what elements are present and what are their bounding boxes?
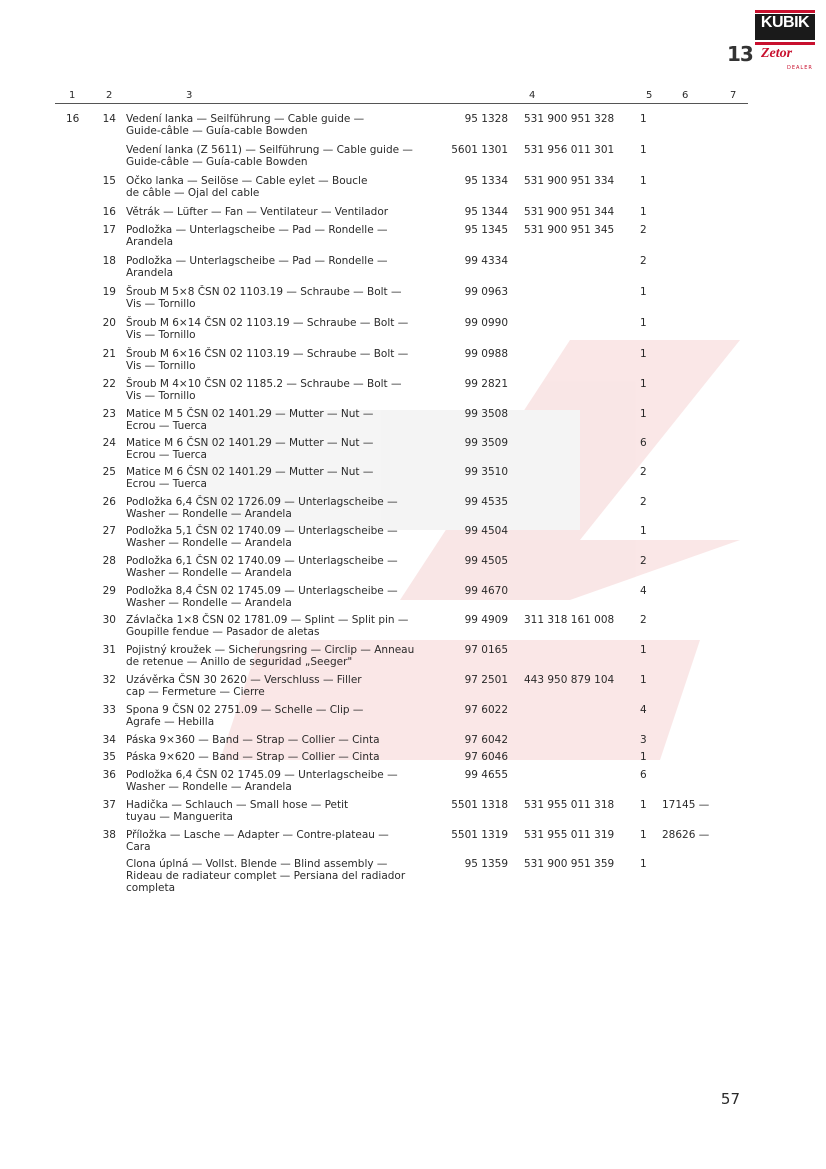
part-description xyxy=(126,206,446,218)
description-line: Rideau de radiateur complet — Persiana del radiador xyxy=(126,870,406,882)
table-row xyxy=(0,378,826,404)
part-description xyxy=(126,858,446,894)
column-header-1: 1 xyxy=(69,90,76,101)
part-number: 99 4535 xyxy=(464,496,508,508)
quantity: 1 xyxy=(640,829,647,841)
description-line: Goupille fendue — Pasador de aletas xyxy=(126,626,320,638)
part-number: 99 3508 xyxy=(464,408,508,420)
description-line: Očko lanka — Seilöse — Cable eylet — Boucle xyxy=(126,175,368,187)
part-number: 95 1334 xyxy=(464,175,508,187)
part-number: 99 4504 xyxy=(464,525,508,537)
description-line: Vedení lanka (Z 5611) — Seilführung — Cable guide — xyxy=(126,144,413,156)
position-number: 15 xyxy=(102,175,116,187)
logo-dealer: DEALER xyxy=(787,65,813,71)
position-number: 38 xyxy=(102,829,116,841)
quantity: 2 xyxy=(640,466,647,478)
quantity: 2 xyxy=(640,614,647,626)
logo-zetor: Zetor xyxy=(761,46,793,61)
part-description xyxy=(126,317,446,341)
kubik-zetor-logo xyxy=(755,14,815,70)
description-line: Podložka 6,4 ČSN 02 1726.09 — Unterlagscheibe — xyxy=(126,496,398,508)
part-description xyxy=(126,286,446,310)
quantity: 4 xyxy=(640,704,647,716)
group-number: 16 xyxy=(66,113,80,125)
position-number: 21 xyxy=(102,348,116,360)
description-line: Závlačka 1×8 ČSN 02 1781.09 — Splint — Split pin — xyxy=(126,614,409,626)
column-header-3: 3 xyxy=(186,90,193,101)
position-number: 30 xyxy=(102,614,116,626)
part-number: 95 1345 xyxy=(464,224,508,236)
catalog-number: 531 900 951 344 xyxy=(524,206,615,218)
quantity: 3 xyxy=(640,734,647,746)
table-row xyxy=(0,224,826,250)
quantity: 6 xyxy=(640,437,647,449)
column-header-2: 2 xyxy=(106,90,113,101)
part-description xyxy=(126,348,446,372)
table-row xyxy=(0,175,826,201)
part-number: 99 3510 xyxy=(464,466,508,478)
part-description xyxy=(126,734,446,746)
description-line: Washer — Rondelle — Arandela xyxy=(126,508,292,520)
description-line: Páska 9×620 — Band — Strap — Collier — Cinta xyxy=(126,751,380,763)
table-row xyxy=(0,144,826,170)
description-line: Vis — Tornillo xyxy=(126,390,196,402)
position-number: 26 xyxy=(102,496,116,508)
part-description xyxy=(126,437,446,461)
part-description xyxy=(126,496,446,520)
catalog-number: 531 900 951 328 xyxy=(524,113,615,125)
position-number: 33 xyxy=(102,704,116,716)
quantity: 1 xyxy=(640,144,647,156)
table-row xyxy=(0,585,826,611)
logo-box xyxy=(755,14,815,40)
description-line: de retenue — Anillo de seguridad „Seeger" xyxy=(126,656,353,668)
position-number: 32 xyxy=(102,674,116,686)
position-number: 14 xyxy=(102,113,116,125)
logo-top-bar xyxy=(755,10,815,13)
part-description xyxy=(126,525,446,549)
description-line: Větrák — Lüfter — Fan — Ventilateur — Ventilador xyxy=(126,206,389,218)
quantity: 1 xyxy=(640,113,647,125)
description-line: completa xyxy=(126,882,176,894)
position-number: 16 xyxy=(102,206,116,218)
part-number: 97 6022 xyxy=(464,704,508,716)
position-number: 28 xyxy=(102,555,116,567)
description-line: Šroub M 4×10 ČSN 02 1185.2 — Schraube — Bolt — xyxy=(126,378,402,390)
description-line: Washer — Rondelle — Arandela xyxy=(126,537,292,549)
part-number: 99 3509 xyxy=(464,437,508,449)
quantity: 1 xyxy=(640,348,647,360)
part-description xyxy=(126,674,446,698)
description-line: Clona úplná — Vollst. Blende — Blind assembly — xyxy=(126,858,388,870)
description-line: Vis — Tornillo xyxy=(126,360,196,372)
description-line: Cara xyxy=(126,841,151,853)
position-number: 19 xyxy=(102,286,116,298)
part-description xyxy=(126,769,446,793)
position-number: 34 xyxy=(102,734,116,746)
quantity: 1 xyxy=(640,286,647,298)
description-line: Pojistný kroužek — Sicherungsring — Circlip — Anneau xyxy=(126,644,415,656)
position-number: 31 xyxy=(102,644,116,656)
catalog-number: 531 955 011 319 xyxy=(524,829,615,841)
description-line: Uzávěrka ČSN 30 2620 — Verschluss — Filler xyxy=(126,674,362,686)
description-line: Vis — Tornillo xyxy=(126,329,196,341)
part-description xyxy=(126,113,446,137)
quantity: 1 xyxy=(640,175,647,187)
position-number: 25 xyxy=(102,466,116,478)
quantity: 1 xyxy=(640,317,647,329)
table-row xyxy=(0,555,826,581)
position-number: 23 xyxy=(102,408,116,420)
part-number: 97 0165 xyxy=(464,644,508,656)
position-number: 27 xyxy=(102,525,116,537)
table-row xyxy=(0,644,826,670)
part-description xyxy=(126,255,446,279)
part-number: 97 6042 xyxy=(464,734,508,746)
column-header-6: 6 xyxy=(682,90,689,101)
position-number: 22 xyxy=(102,378,116,390)
part-number: 99 2821 xyxy=(464,378,508,390)
part-number: 5601 1301 xyxy=(451,144,508,156)
description-line: Šroub M 6×16 ČSN 02 1103.19 — Schraube — Bolt — xyxy=(126,348,409,360)
table-row xyxy=(0,704,826,730)
description-line: Spona 9 ČSN 02 2751.09 — Schelle — Clip — xyxy=(126,704,364,716)
part-description xyxy=(126,614,446,638)
part-number: 95 1328 xyxy=(464,113,508,125)
description-line: Vedení lanka — Seilführung — Cable guide — xyxy=(126,113,365,125)
part-description xyxy=(126,144,446,168)
quantity: 2 xyxy=(640,496,647,508)
position-number: 17 xyxy=(102,224,116,236)
table-row xyxy=(0,525,826,551)
part-number: 99 4670 xyxy=(464,585,508,597)
position-number: 24 xyxy=(102,437,116,449)
description-line: Šroub M 5×8 ČSN 02 1103.19 — Schraube — Bolt — xyxy=(126,286,402,298)
description-line: Ecrou — Tuerca xyxy=(126,478,207,490)
page-number: 57 xyxy=(720,1090,740,1108)
page-badge: 13 xyxy=(727,42,753,66)
description-line: Příložka — Lasche — Adapter — Contre-plateau — xyxy=(126,829,389,841)
part-number: 5501 1319 xyxy=(451,829,508,841)
description-line: Vis — Tornillo xyxy=(126,298,196,310)
part-description xyxy=(126,408,446,432)
table-row xyxy=(0,496,826,522)
part-number: 99 0963 xyxy=(464,286,508,298)
part-number: 99 4655 xyxy=(464,769,508,781)
serial-from: 17145 — xyxy=(662,799,710,811)
position-number: 18 xyxy=(102,255,116,267)
description-line: Páska 9×360 — Band — Strap — Collier — Cinta xyxy=(126,734,380,746)
part-description xyxy=(126,704,446,728)
quantity: 4 xyxy=(640,585,647,597)
part-number: 5501 1318 xyxy=(451,799,508,811)
part-number: 99 4334 xyxy=(464,255,508,267)
part-description xyxy=(126,644,446,668)
description-line: Guide-câble — Guía-cable Bowden xyxy=(126,125,308,137)
table-row xyxy=(0,113,826,139)
quantity: 1 xyxy=(640,674,647,686)
table-row xyxy=(0,858,826,894)
table-row xyxy=(0,286,826,312)
description-line: Ecrou — Tuerca xyxy=(126,420,207,432)
quantity: 2 xyxy=(640,555,647,567)
catalog-number: 531 900 951 345 xyxy=(524,224,615,236)
part-description xyxy=(126,378,446,402)
description-line: Šroub M 6×14 ČSN 02 1103.19 — Schraube — Bolt — xyxy=(126,317,409,329)
column-header-5: 5 xyxy=(646,90,653,101)
quantity: 2 xyxy=(640,255,647,267)
part-description xyxy=(126,466,446,490)
logo-bottom-bar xyxy=(755,42,815,45)
position-number: 37 xyxy=(102,799,116,811)
description-line: Matice M 6 ČSN 02 1401.29 — Mutter — Nut — xyxy=(126,437,374,449)
quantity: 1 xyxy=(640,206,647,218)
part-description xyxy=(126,175,446,199)
table-row xyxy=(0,317,826,343)
catalog-number: 531 900 951 334 xyxy=(524,175,615,187)
description-line: Ecrou — Tuerca xyxy=(126,449,207,461)
description-line: Agrafe — Hebilla xyxy=(126,716,215,728)
table-row xyxy=(0,437,826,463)
quantity: 1 xyxy=(640,644,647,656)
catalog-number: 531 956 011 301 xyxy=(524,144,615,156)
description-line: de câble — Ojal del cable xyxy=(126,187,260,199)
logo-brand: KUBIK xyxy=(760,14,810,31)
part-number: 99 4505 xyxy=(464,555,508,567)
description-line: Podložka 8,4 ČSN 02 1745.09 — Unterlagscheibe — xyxy=(126,585,398,597)
quantity: 1 xyxy=(640,525,647,537)
description-line: Arandela xyxy=(126,236,174,248)
description-line: Hadička — Schlauch — Small hose — Petit xyxy=(126,799,349,811)
description-line: cap — Fermeture — Cierre xyxy=(126,686,265,698)
quantity: 1 xyxy=(640,858,647,870)
part-number: 95 1359 xyxy=(464,858,508,870)
table-row xyxy=(0,614,826,640)
table-row xyxy=(0,255,826,281)
description-line: Matice M 5 ČSN 02 1401.29 — Mutter — Nut — xyxy=(126,408,374,420)
quantity: 6 xyxy=(640,769,647,781)
quantity: 2 xyxy=(640,224,647,236)
description-line: Podložka 6,4 ČSN 02 1745.09 — Unterlagscheibe — xyxy=(126,769,398,781)
description-line: Podložka 6,1 ČSN 02 1740.09 — Unterlagscheibe — xyxy=(126,555,398,567)
table-row xyxy=(0,829,826,855)
quantity: 1 xyxy=(640,751,647,763)
header-rule xyxy=(55,103,748,104)
description-line: Matice M 6 ČSN 02 1401.29 — Mutter — Nut — xyxy=(126,466,374,478)
position-number: 20 xyxy=(102,317,116,329)
part-description xyxy=(126,751,446,763)
part-description xyxy=(126,585,446,609)
part-number: 99 0990 xyxy=(464,317,508,329)
serial-from: 28626 — xyxy=(662,829,710,841)
part-number: 97 2501 xyxy=(464,674,508,686)
table-row xyxy=(0,348,826,374)
description-line: Podložka 5,1 ČSN 02 1740.09 — Unterlagscheibe — xyxy=(126,525,398,537)
catalog-number: 443 950 879 104 xyxy=(524,674,615,686)
catalog-number: 531 955 011 318 xyxy=(524,799,615,811)
description-line: Podložka — Unterlagscheibe — Pad — Rondelle — xyxy=(126,224,388,236)
table-row xyxy=(0,674,826,700)
quantity: 1 xyxy=(640,408,647,420)
catalog-number: 311 318 161 008 xyxy=(524,614,615,626)
table-row xyxy=(0,466,826,492)
part-description xyxy=(126,829,446,853)
part-number: 95 1344 xyxy=(464,206,508,218)
description-line: Arandela xyxy=(126,267,174,279)
description-line: Washer — Rondelle — Arandela xyxy=(126,597,292,609)
part-number: 99 4909 xyxy=(464,614,508,626)
position-number: 36 xyxy=(102,769,116,781)
column-header-7: 7 xyxy=(730,90,737,101)
part-number: 97 6046 xyxy=(464,751,508,763)
description-line: Washer — Rondelle — Arandela xyxy=(126,567,292,579)
column-header-4: 4 xyxy=(529,90,536,101)
position-number: 29 xyxy=(102,585,116,597)
catalog-number: 531 900 951 359 xyxy=(524,858,615,870)
part-description xyxy=(126,555,446,579)
part-number: 99 0988 xyxy=(464,348,508,360)
description-line: Washer — Rondelle — Arandela xyxy=(126,781,292,793)
description-line: Podložka — Unterlagscheibe — Pad — Rondelle — xyxy=(126,255,388,267)
description-line: tuyau — Manguerita xyxy=(126,811,233,823)
quantity: 1 xyxy=(640,799,647,811)
table-row xyxy=(0,799,826,825)
part-description xyxy=(126,224,446,248)
table-row xyxy=(0,769,826,795)
quantity: 1 xyxy=(640,378,647,390)
part-description xyxy=(126,799,446,823)
table-row xyxy=(0,408,826,434)
description-line: Guide-câble — Guía-cable Bowden xyxy=(126,156,308,168)
position-number: 35 xyxy=(102,751,116,763)
